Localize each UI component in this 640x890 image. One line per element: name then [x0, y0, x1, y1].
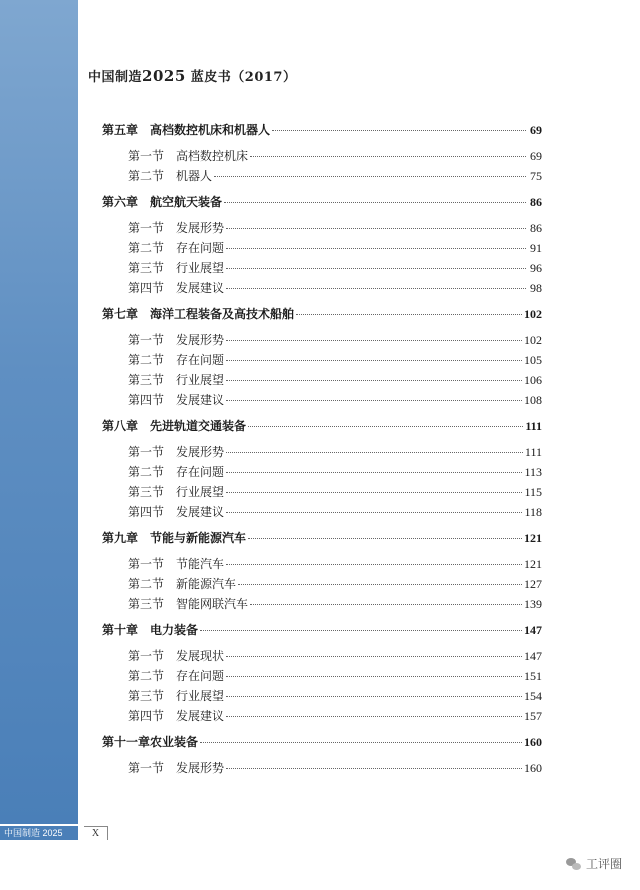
- page-number: 139: [524, 597, 542, 611]
- dot-leader: [226, 339, 522, 341]
- chapter-label: [102, 528, 246, 548]
- toc-section-row[interactable]: [102, 370, 542, 390]
- page-number: 102: [524, 333, 542, 347]
- toc-section-row[interactable]: [102, 238, 542, 258]
- page-number: 115: [524, 485, 542, 499]
- page-number: 127: [524, 577, 542, 591]
- section-number: 第一节: [128, 557, 165, 571]
- section-title: 存在问题: [176, 465, 225, 479]
- section-number: 第三节: [128, 485, 165, 499]
- section-title: 发展形势: [176, 445, 225, 459]
- page-number: 106: [524, 373, 542, 387]
- chapter-label: [102, 416, 246, 436]
- dot-leader: [224, 201, 526, 203]
- toc-section-row[interactable]: [102, 462, 542, 482]
- section-number: 第一节: [128, 221, 165, 235]
- section-title: 发展形势: [176, 221, 225, 235]
- chapter-label: [102, 304, 294, 324]
- dot-leader: [226, 267, 526, 269]
- watermark: [566, 855, 622, 872]
- dot-leader: [272, 129, 526, 131]
- chapter-label: [102, 620, 198, 640]
- header-suffix: 蓝皮书（2017）: [185, 70, 297, 85]
- toc-section-row[interactable]: [102, 502, 542, 522]
- section-number: 第三节: [128, 373, 165, 387]
- dot-leader: [214, 175, 526, 177]
- section-label: [128, 482, 224, 502]
- section-number: 第二节: [128, 669, 165, 683]
- section-label: [128, 554, 224, 574]
- section-number: 第二节: [128, 577, 165, 591]
- dot-leader: [226, 451, 523, 453]
- dot-leader: [226, 359, 522, 361]
- toc-chapter-row[interactable]: [102, 192, 542, 212]
- section-number: 第二节: [128, 169, 165, 183]
- section-title: 发展形势: [176, 333, 225, 347]
- page-number: 102: [524, 307, 542, 321]
- section-label: [128, 330, 224, 350]
- section-number: 第二节: [128, 465, 165, 479]
- page-number: 118: [524, 505, 542, 519]
- section-number: 第一节: [128, 649, 165, 663]
- section-label: [128, 218, 224, 238]
- section-number: 第二节: [128, 241, 165, 255]
- header-prefix: 中国制造: [88, 70, 143, 85]
- toc-section-row[interactable]: [102, 442, 542, 462]
- section-label: [128, 502, 224, 522]
- toc-chapter-row[interactable]: [102, 620, 542, 640]
- page-number: 121: [524, 557, 542, 571]
- toc-section-row[interactable]: [102, 758, 542, 778]
- toc-chapter-row[interactable]: [102, 416, 542, 436]
- section-label: [128, 278, 224, 298]
- chapter-title: 航空航天装备: [150, 195, 223, 209]
- section-title: 高档数控机床: [176, 149, 249, 163]
- chapter-title: 先进轨道交通装备: [150, 419, 247, 433]
- section-title: 发展建议: [176, 505, 225, 519]
- section-label: [128, 146, 248, 166]
- toc-chapter-row[interactable]: [102, 528, 542, 548]
- chapter-number: 第六章: [102, 195, 139, 209]
- page-number: 113: [524, 465, 542, 479]
- section-title: 发展形势: [176, 761, 225, 775]
- toc-section-row[interactable]: [102, 706, 542, 726]
- running-header: [88, 66, 296, 85]
- dot-leader: [226, 287, 526, 289]
- chapter-number: 第十一章: [102, 735, 151, 749]
- toc-section-row[interactable]: [102, 146, 542, 166]
- section-label: [128, 706, 224, 726]
- section-title: 行业展望: [176, 689, 225, 703]
- dot-leader: [226, 247, 526, 249]
- section-title: 发展建议: [176, 709, 225, 723]
- dot-leader: [226, 695, 522, 697]
- toc-chapter-row[interactable]: [102, 120, 542, 140]
- page-number: 157: [524, 709, 542, 723]
- section-title: 存在问题: [176, 241, 225, 255]
- footer-page-number: X: [84, 826, 108, 840]
- chapter-title: 节能与新能源汽车: [150, 531, 247, 545]
- chapter-number: 第五章: [102, 123, 139, 137]
- section-title: 存在问题: [176, 669, 225, 683]
- section-number: 第一节: [128, 333, 165, 347]
- page-number: 86: [530, 195, 542, 209]
- section-label: [128, 390, 224, 410]
- toc-section-row[interactable]: [102, 594, 542, 614]
- dot-leader: [250, 155, 526, 157]
- dot-leader: [238, 583, 522, 585]
- section-title: 存在问题: [176, 353, 225, 367]
- toc-section-row[interactable]: [102, 166, 542, 186]
- section-number: 第一节: [128, 445, 165, 459]
- page-number: 75: [530, 169, 542, 183]
- toc-section-row[interactable]: [102, 686, 542, 706]
- section-title: 行业展望: [176, 485, 225, 499]
- page-number: 147: [524, 623, 542, 637]
- section-label: [128, 238, 224, 258]
- dot-leader: [200, 629, 522, 631]
- page-number: 91: [530, 241, 542, 255]
- page-number: 86: [530, 221, 542, 235]
- toc-chapter-row[interactable]: [102, 304, 542, 324]
- section-label: [128, 686, 224, 706]
- section-number: 第四节: [128, 393, 165, 407]
- section-label: [128, 594, 248, 614]
- page-number: 96: [530, 261, 542, 275]
- section-label: [128, 462, 224, 482]
- section-number: 第三节: [128, 261, 165, 275]
- section-number: 第一节: [128, 761, 165, 775]
- section-number: 第四节: [128, 281, 165, 295]
- section-number: 第四节: [128, 505, 165, 519]
- chapter-title: 海洋工程装备及高技术船舶: [150, 307, 295, 321]
- section-number: 第三节: [128, 689, 165, 703]
- chapter-title: 农业装备: [150, 735, 199, 749]
- section-title: 节能汽车: [176, 557, 225, 571]
- section-label: [128, 166, 212, 186]
- page-number: 69: [530, 123, 542, 137]
- chapter-label: [102, 192, 222, 212]
- dot-leader: [226, 471, 522, 473]
- section-title: 发展现状: [176, 649, 225, 663]
- table-of-contents: [102, 118, 542, 778]
- section-title: 发展建议: [176, 393, 225, 407]
- page-number: 69: [530, 149, 542, 163]
- section-label: [128, 574, 236, 594]
- dot-leader: [226, 563, 522, 565]
- dot-leader: [250, 603, 522, 605]
- toc-section-row[interactable]: [102, 350, 542, 370]
- section-label: [128, 350, 224, 370]
- page-number: 121: [524, 531, 542, 545]
- section-label: [128, 758, 224, 778]
- section-label: [128, 258, 224, 278]
- toc-chapter-row[interactable]: [102, 732, 542, 752]
- dot-leader: [226, 379, 522, 381]
- toc-section-row[interactable]: [102, 482, 542, 502]
- section-number: 第一节: [128, 149, 165, 163]
- toc-section-row[interactable]: [102, 278, 542, 298]
- page-number: 151: [524, 669, 542, 683]
- dot-leader: [226, 655, 522, 657]
- toc-section-row[interactable]: [102, 390, 542, 410]
- header-number: 2025: [142, 67, 186, 85]
- dot-leader: [248, 537, 522, 539]
- page-number: 147: [524, 649, 542, 663]
- toc-section-row[interactable]: [102, 330, 542, 350]
- chapter-number: 第七章: [102, 307, 139, 321]
- page-number: 154: [524, 689, 542, 703]
- toc-section-row[interactable]: [102, 258, 542, 278]
- page-number: 108: [524, 393, 542, 407]
- section-title: 发展建议: [176, 281, 225, 295]
- side-color-band: [0, 0, 78, 824]
- dot-leader: [226, 491, 522, 493]
- toc-section-row[interactable]: [102, 554, 542, 574]
- chapter-label: [102, 732, 198, 752]
- page-number: 160: [524, 761, 542, 775]
- section-number: 第四节: [128, 709, 165, 723]
- dot-leader: [248, 425, 523, 427]
- section-title: 行业展望: [176, 261, 225, 275]
- page-number: 111: [525, 419, 542, 433]
- section-title: 机器人: [176, 169, 213, 183]
- section-number: 第三节: [128, 597, 165, 611]
- dot-leader: [226, 715, 522, 717]
- watermark-text: 工评圈: [585, 857, 622, 871]
- section-title: 智能网联汽车: [176, 597, 249, 611]
- dot-leader: [226, 675, 522, 677]
- dot-leader: [296, 313, 522, 315]
- chapter-number: 第八章: [102, 419, 139, 433]
- page-number: 105: [524, 353, 542, 367]
- page-number: 98: [530, 281, 542, 295]
- chapter-label: [102, 120, 270, 140]
- dot-leader: [226, 767, 522, 769]
- chapter-number: 第九章: [102, 531, 139, 545]
- section-label: [128, 370, 224, 390]
- toc-section-row[interactable]: [102, 666, 542, 686]
- page-number: 160: [524, 735, 542, 749]
- chapter-number: 第十章: [102, 623, 139, 637]
- section-label: [128, 442, 224, 462]
- toc-section-row[interactable]: [102, 646, 542, 666]
- section-number: 第二节: [128, 353, 165, 367]
- section-label: [128, 666, 224, 686]
- dot-leader: [226, 399, 522, 401]
- chapter-title: 高档数控机床和机器人: [150, 123, 271, 137]
- section-label: [128, 646, 224, 666]
- dot-leader: [226, 511, 522, 513]
- chapter-title: 电力装备: [150, 623, 199, 637]
- dot-leader: [200, 741, 522, 743]
- dot-leader: [226, 227, 526, 229]
- wechat-icon: [566, 857, 582, 871]
- section-title: 行业展望: [176, 373, 225, 387]
- section-title: 新能源汽车: [176, 577, 237, 591]
- toc-section-row[interactable]: [102, 218, 542, 238]
- footer-book-title: 中国制造 2025: [0, 826, 78, 840]
- page-number: 111: [524, 445, 542, 459]
- toc-section-row[interactable]: [102, 574, 542, 594]
